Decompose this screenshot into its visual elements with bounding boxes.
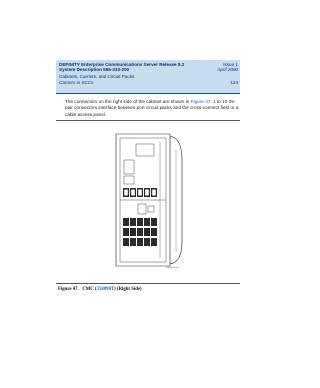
caption-label: Figure 47.: [58, 287, 79, 292]
cabinet-right-side-drawing: [110, 130, 190, 270]
chapter-title: Cabinets, Carriers, and Circuit Packs: [59, 74, 135, 79]
issue-date: April 2000: [217, 67, 238, 72]
caption-text-start: CMC (: [82, 287, 97, 292]
caption-model-link[interactable]: J58890T: [96, 287, 115, 292]
issue-label: Issue 1: [223, 62, 238, 67]
page-number: 124: [230, 80, 238, 85]
body-text-start: The connectors on the right side of the cabinet are shown in: [65, 99, 191, 104]
body-text-end: . 1 to 10 25-pair connectors interface between port circuit packs and the cross-connect field or a cable access panel.: [65, 99, 239, 117]
header-rule: [56, 93, 240, 94]
figure-47-link[interactable]: Figure 47: [190, 99, 211, 104]
figure-bottom-rule: [56, 283, 240, 284]
drawing-code-label: r0ds001b.cdr: [166, 267, 179, 269]
figure-caption: [58, 287, 142, 292]
doc-subtitle: System Description 555-233-200: [59, 67, 130, 72]
doc-title: DEFINITY Enterprise Communications Server Release 8.2: [59, 62, 185, 67]
figure-top-rule: [56, 120, 240, 121]
body-paragraph: [65, 99, 241, 118]
caption-text-end: ) (Right Side): [114, 287, 142, 292]
section-title: Carriers in SCCs: [59, 80, 94, 85]
